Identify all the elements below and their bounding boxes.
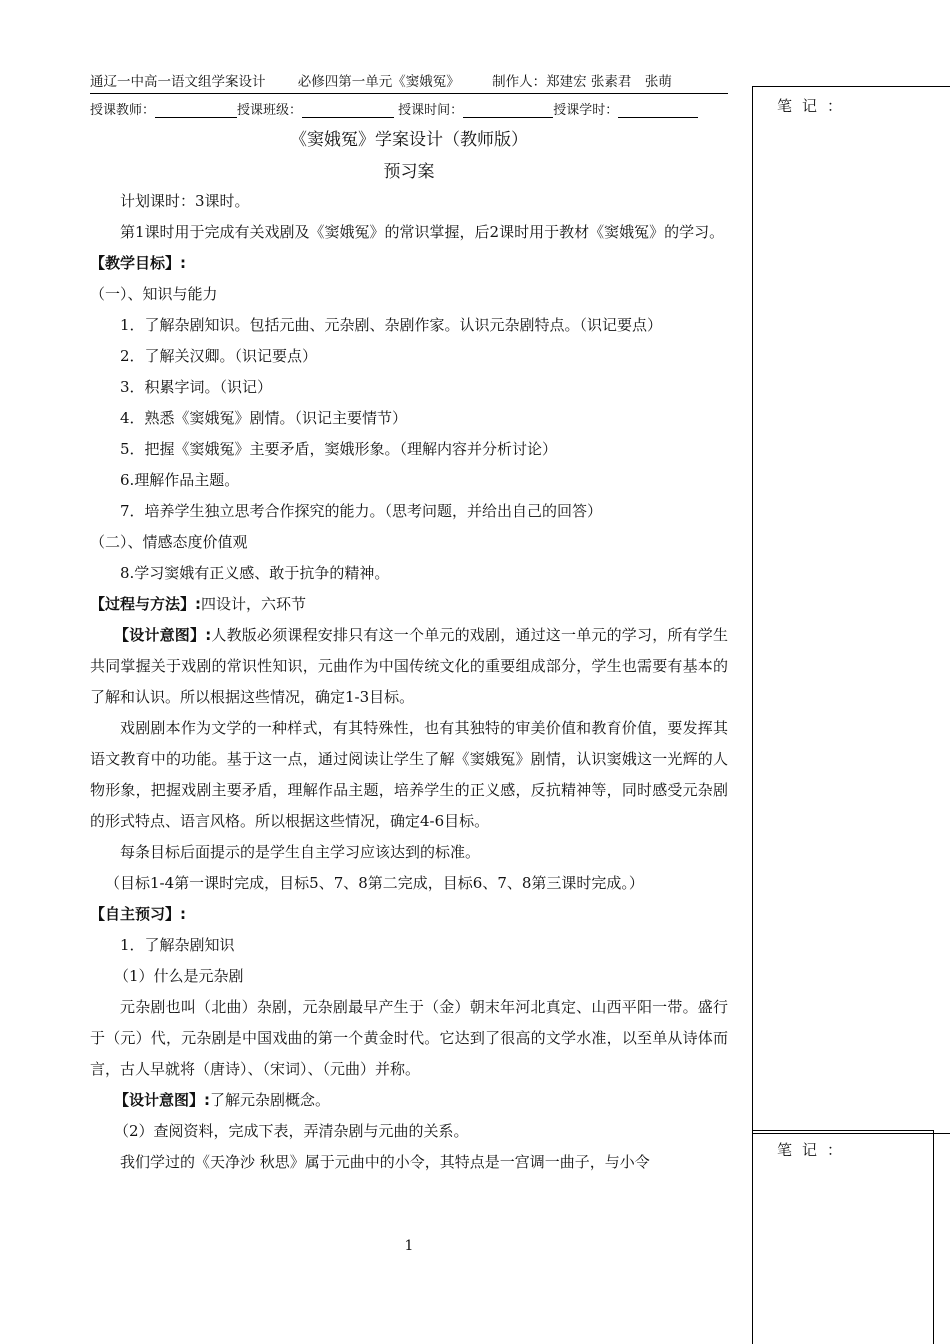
notes-label: 笔记：	[777, 97, 853, 115]
notes-box-bottom	[752, 1130, 934, 1344]
paragraph-standard: 每条目标后面提示的是学生自主学习应该达到的标准。	[120, 843, 481, 861]
design-label: 【设计意图】:	[114, 1091, 210, 1109]
design-intent-2	[90, 1085, 728, 1116]
time-label: 授课时间：	[398, 103, 464, 118]
goals-heading: 【教学目标】:	[90, 254, 186, 272]
design-text: 了解元杂剧概念。	[210, 1091, 331, 1109]
page-header	[90, 70, 728, 94]
hours-label: 授课学时：	[553, 103, 619, 118]
goal-7: 7．培养学生独立思考合作探究的能力。（思考问题，并给出自己的回答）	[120, 502, 603, 520]
notes-label: 笔记：	[777, 1141, 853, 1159]
goal-1: 1．了解杂剧知识。包括元曲、元杂剧、杂剧作家。认识元杂剧特点。（识记要点）	[120, 316, 663, 334]
class-label: 授课班级：	[237, 103, 303, 118]
paragraph-drama: 戏剧剧本作为文学的一种样式，有其特殊性，也有其独特的审美价值和教育价值，要发挥其语文教育中的功能。基于这一点，通过阅读让学生了解《窦娥冤》剧情，认识窦娥这一光辉的人物形象，把握戏剧主要矛盾，理解作品主题，培养学生的正义感，反抗精神等，同时感受元杂剧的形式特点、语言风格。所以根据这些情况，确定4-6目标。	[90, 719, 728, 830]
page-number: 1	[404, 1238, 414, 1254]
header-school: 通辽一中高一语文组学案设计	[90, 74, 266, 90]
header-authors: 制作人：郑建宏 张素君 张萌	[492, 74, 672, 90]
method-line	[90, 589, 728, 620]
goal-5: 5．把握《窦娥冤》主要矛盾，窦娥形象。（理解内容并分析讨论）	[120, 440, 558, 458]
doc-title: 《窦娥冤》学案设计（教师版）	[290, 130, 528, 150]
doc-subtitle: 预习案	[383, 162, 435, 182]
self-study-1b: （2）查阅资料，完成下表，弄清杂剧与元曲的关系。	[114, 1122, 469, 1140]
hours-blank[interactable]	[618, 103, 698, 118]
class-blank[interactable]	[302, 103, 394, 118]
goal-4: 4．熟悉《窦娥冤》剧情。（识记主要情节）	[120, 409, 408, 427]
plan-detail: 第1课时用于完成有关戏剧及《窦娥冤》的常识掌握，后2课时用于教材《窦娥冤》的学习。	[120, 223, 725, 241]
header-unit: 必修四第一单元《窦娥冤》	[297, 74, 460, 90]
paragraph-schedule: （目标1-4第一课时完成，目标5、7、8第二完成，目标6、7、8第三课时完成。）	[105, 874, 644, 892]
method-label: 【过程与方法】:	[90, 595, 201, 613]
section-knowledge: （一）、知识与能力	[90, 285, 218, 303]
section-attitude: （二）、情感态度价值观	[90, 533, 248, 551]
design-text: 人教版必须课程安排只有这一个单元的戏剧，通过这一单元的学习，所有学生共同掌握关于戏剧的常识性知识，元曲作为中国传统文化的重要组成部分，学生也需要有基本的了解和认识。所以根据这些情况，确定1-3目标。	[90, 626, 728, 706]
goal-2: 2．了解关汉卿。（识记要点）	[120, 347, 318, 365]
goal-8: 8.学习窦娥有正义感、敢于抗争的精神。	[120, 564, 390, 582]
teacher-label: 授课教师：	[90, 103, 156, 118]
teacher-blank[interactable]	[155, 103, 237, 118]
lesson-info	[90, 99, 730, 118]
plan-line: 计划课时：3课时。	[120, 192, 250, 210]
time-blank[interactable]	[463, 103, 553, 118]
design-intent-1	[90, 620, 728, 713]
self-study-1a: （1）什么是元杂剧	[114, 967, 244, 985]
yuan-zaju-paragraph: 元杂剧也叫（北曲）杂剧，元杂剧最早产生于（金）朝末年河北真定、山西平阳一带。盛行于（元）代，元杂剧是中国戏曲的第一个黄金时代。它达到了很高的文学水准，以至单从诗体而言，古人早就将（唐诗）、（宋词）、（元曲）并称。	[90, 998, 728, 1078]
goal-6: 6.理解作品主题。	[120, 471, 240, 489]
self-study-heading: 【自主预习】:	[90, 905, 186, 923]
last-line: 我们学过的《天净沙 秋思》属于元曲中的小令，其特点是一宫调一曲子，与小令	[120, 1153, 650, 1171]
notes-box-top	[752, 86, 950, 1134]
method-text: 四设计，六环节	[201, 595, 307, 613]
design-label: 【设计意图】:	[114, 626, 212, 644]
self-study-1: 1．了解杂剧知识	[120, 936, 235, 954]
goal-3: 3．积累字词。（识记）	[120, 378, 273, 396]
document-body	[90, 128, 728, 1178]
